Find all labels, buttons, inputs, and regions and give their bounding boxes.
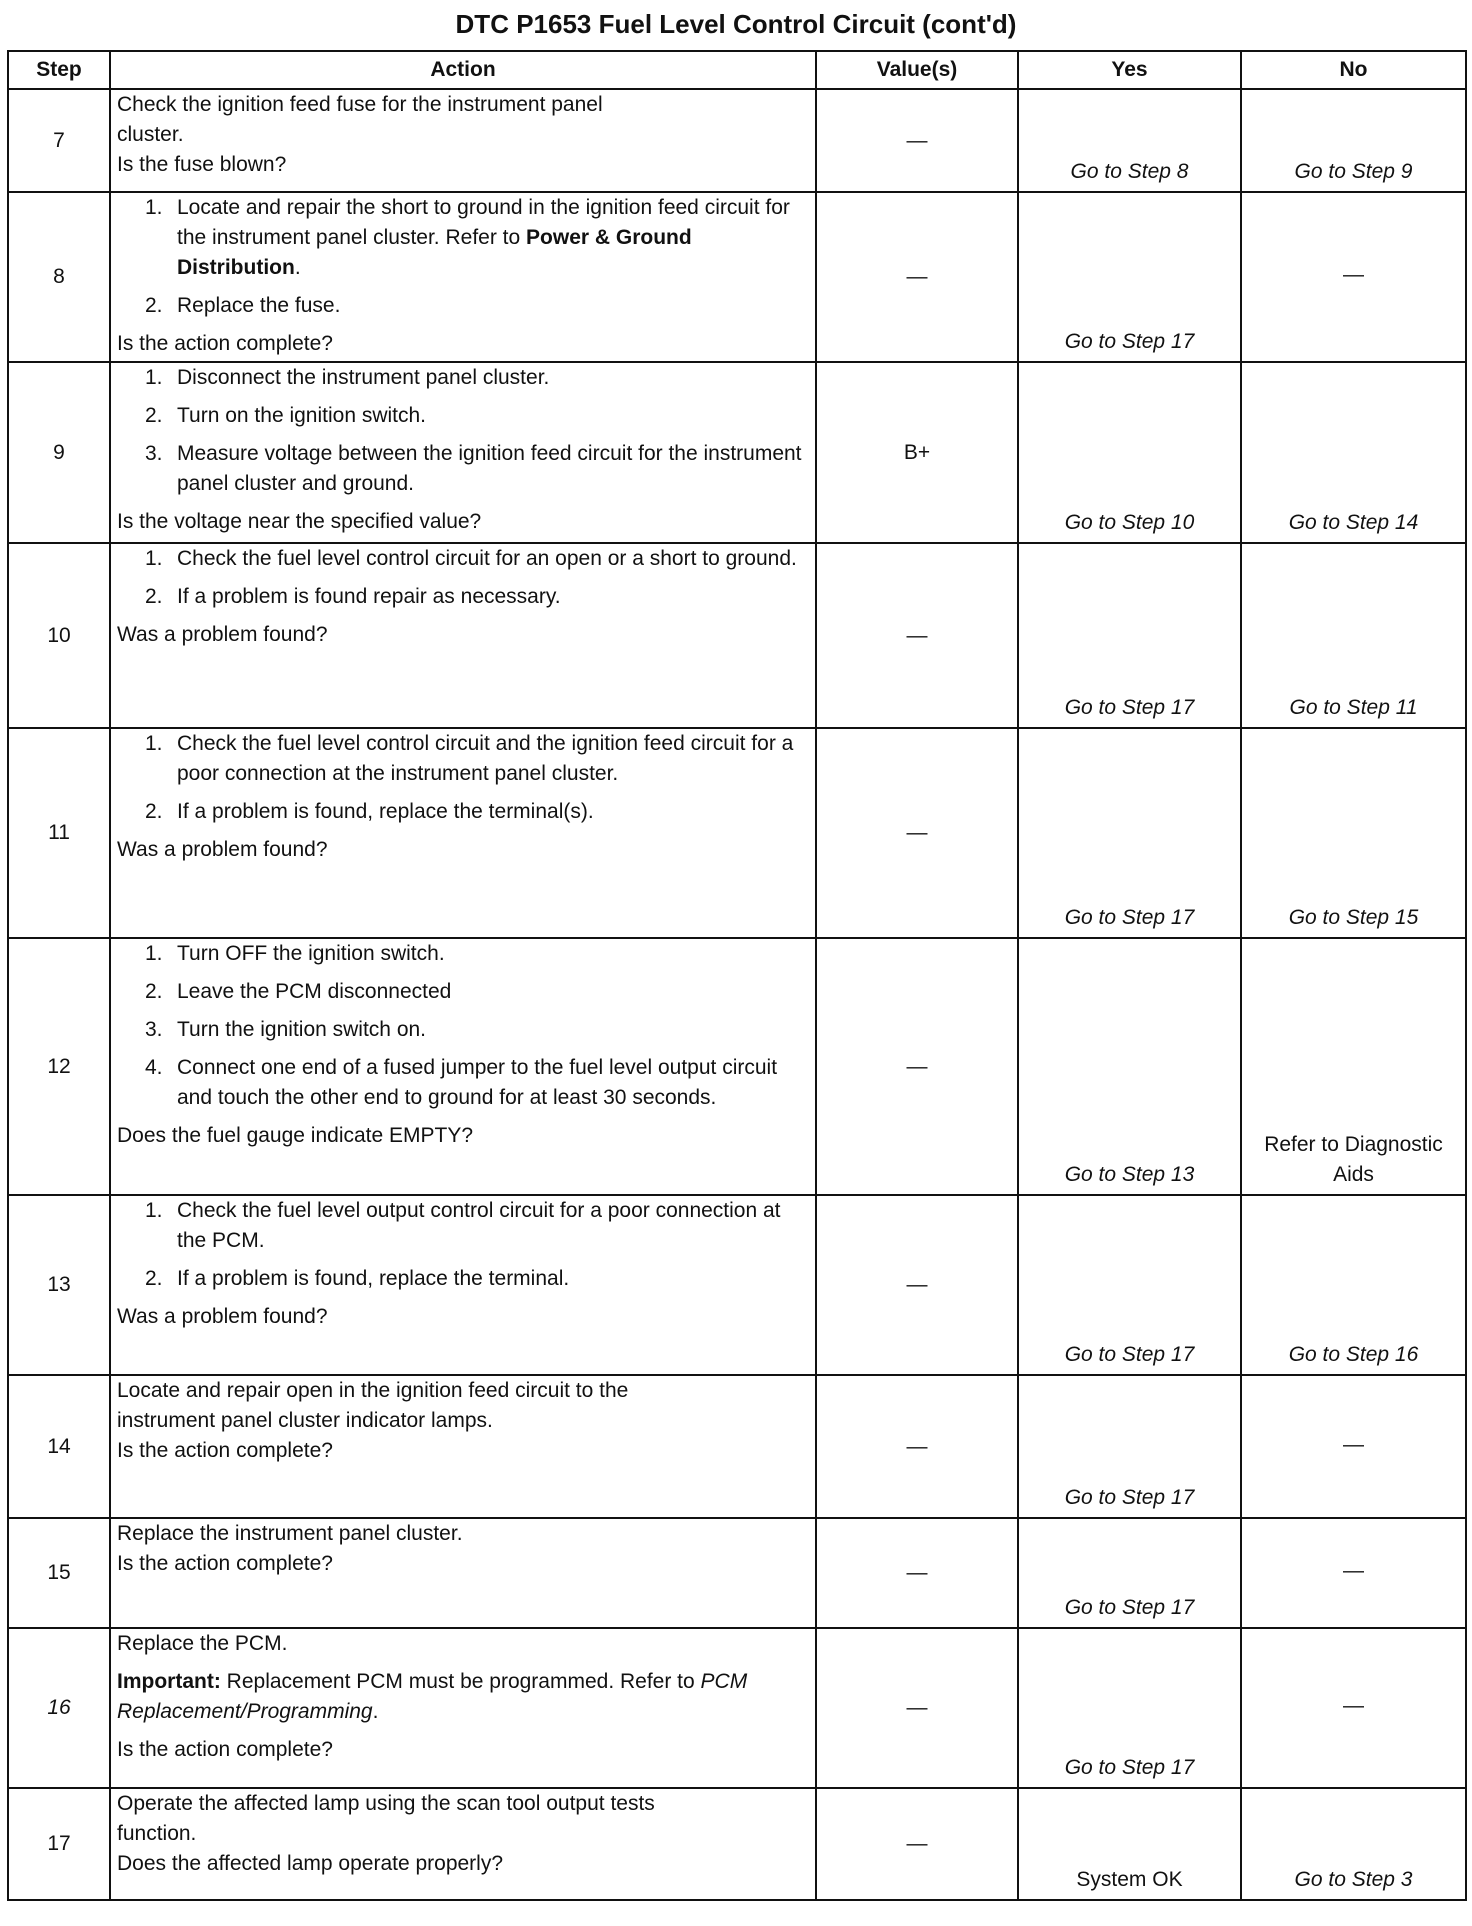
- action-text: Operate the affected lamp using the scan tool output tests: [117, 1792, 655, 1815]
- step-number: 9: [8, 362, 110, 543]
- step-number: 17: [8, 1788, 110, 1900]
- no-result: Go to Step 14: [1241, 362, 1466, 543]
- yes-result: System OK: [1018, 1788, 1241, 1900]
- list-item: 4. Connect one end of a fused jumper to the fuel level output circuit and touch the other end to ground for at least 30 seconds.: [145, 1056, 778, 1109]
- no-result: Refer to Diagnostic Aids: [1241, 938, 1466, 1195]
- step-question: Was a problem found?: [117, 1305, 328, 1328]
- list-item: 3. Turn the ignition switch on.: [145, 1018, 427, 1041]
- yes-result: Go to Step 17: [1018, 1628, 1241, 1788]
- list-item: 2. If a problem is found, replace the terminal(s).: [145, 800, 594, 823]
- value-cell: —: [816, 938, 1018, 1195]
- table-row: [8, 89, 1466, 192]
- action-list: [117, 729, 811, 835]
- action-text: Replace the instrument panel cluster.: [117, 1522, 463, 1545]
- table-row: [8, 728, 1466, 938]
- action-cell: [110, 89, 816, 192]
- action-cell: [110, 543, 816, 728]
- action-cell: [110, 938, 816, 1195]
- action-list: [117, 1196, 811, 1302]
- no-result: —: [1241, 192, 1466, 362]
- step-question: Is the action complete?: [117, 1552, 333, 1575]
- action-text: instrument panel cluster indicator lamps.: [117, 1409, 493, 1432]
- table-row: [8, 1375, 1466, 1518]
- step-number: 16: [8, 1628, 110, 1788]
- no-result: —: [1241, 1518, 1466, 1628]
- list-item: 1. Disconnect the instrument panel cluster.: [145, 366, 550, 389]
- yes-result: Go to Step 8: [1018, 89, 1241, 192]
- step-question: Was a problem found?: [117, 623, 328, 646]
- yes-result: Go to Step 17: [1018, 1518, 1241, 1628]
- important-note: Important: Replacement PCM must be programmed. Refer to PCM Replacement/Programming.: [117, 1670, 748, 1723]
- value-cell: —: [816, 1518, 1018, 1628]
- value-cell: —: [816, 543, 1018, 728]
- no-result: Go to Step 3: [1241, 1788, 1466, 1900]
- action-list: [117, 544, 811, 620]
- no-result: Go to Step 9: [1241, 89, 1466, 192]
- list-item: 2. If a problem is found repair as necessary.: [145, 585, 561, 608]
- table-header-row: [8, 51, 1466, 89]
- list-item: 1. Locate and repair the short to ground in the ignition feed circuit for the instrument panel cluster. Refer to Power & Ground Distribution.: [145, 196, 790, 279]
- list-item: 2. If a problem is found, replace the terminal.: [145, 1267, 570, 1290]
- step-number: 11: [8, 728, 110, 938]
- value-cell: —: [816, 1628, 1018, 1788]
- table-row: [8, 1518, 1466, 1628]
- action-text: function.: [117, 1822, 197, 1845]
- action-cell: [110, 1518, 816, 1628]
- action-cell: [110, 728, 816, 938]
- action-text: Check the ignition feed fuse for the instrument panel: [117, 93, 603, 116]
- action-list: [117, 363, 811, 507]
- header-yes: Yes: [1018, 51, 1241, 89]
- no-result: —: [1241, 1375, 1466, 1518]
- step-number: 13: [8, 1195, 110, 1375]
- table-row: [8, 1788, 1466, 1900]
- list-item: 1. Check the fuel level output control circuit for a poor connection at the PCM.: [145, 1199, 781, 1252]
- action-list: [117, 193, 811, 329]
- step-question: Is the fuse blown?: [117, 153, 287, 176]
- step-number: 15: [8, 1518, 110, 1628]
- diagnostic-table: [7, 50, 1467, 1901]
- step-question: Is the voltage near the specified value?: [117, 510, 482, 533]
- no-result: Go to Step 11: [1241, 543, 1466, 728]
- action-text: Locate and repair open in the ignition feed circuit to the: [117, 1379, 629, 1402]
- header-values: Value(s): [816, 51, 1018, 89]
- value-cell: —: [816, 728, 1018, 938]
- header-action: Action: [110, 51, 816, 89]
- step-question: Does the fuel gauge indicate EMPTY?: [117, 1124, 474, 1147]
- yes-result: Go to Step 17: [1018, 728, 1241, 938]
- cross-reference: Power & Ground Distribution: [177, 226, 692, 279]
- action-cell: [110, 1788, 816, 1900]
- value-cell: —: [816, 89, 1018, 192]
- page-title: DTC P1653 Fuel Level Control Circuit (cont'd): [455, 9, 1017, 39]
- list-item: 2. Replace the fuse.: [145, 294, 341, 317]
- list-item: 2. Leave the PCM disconnected: [145, 980, 452, 1003]
- header-step: Step: [8, 51, 110, 89]
- action-cell: [110, 1628, 816, 1788]
- yes-result: Go to Step 10: [1018, 362, 1241, 543]
- step-number: 14: [8, 1375, 110, 1518]
- list-item: 1. Check the fuel level control circuit and the ignition feed circuit for a poor connection at the instrument panel cluster.: [145, 732, 794, 785]
- yes-result: Go to Step 17: [1018, 1195, 1241, 1375]
- action-cell: [110, 362, 816, 543]
- step-number: 10: [8, 543, 110, 728]
- step-number: 8: [8, 192, 110, 362]
- action-text: Replace the PCM.: [117, 1632, 288, 1655]
- table-row: [8, 192, 1466, 362]
- action-cell: [110, 1195, 816, 1375]
- no-result: Go to Step 16: [1241, 1195, 1466, 1375]
- value-cell: —: [816, 1788, 1018, 1900]
- step-question: Was a problem found?: [117, 838, 328, 861]
- action-text: cluster.: [117, 123, 184, 146]
- step-question: Is the action complete?: [117, 332, 333, 355]
- table-row: [8, 1195, 1466, 1375]
- list-item: 1. Check the fuel level control circuit for an open or a short to ground.: [145, 547, 797, 570]
- step-question: Is the action complete?: [117, 1439, 333, 1462]
- step-number: 12: [8, 938, 110, 1195]
- step-question: Does the affected lamp operate properly?: [117, 1852, 504, 1875]
- action-cell: [110, 1375, 816, 1518]
- value-cell: —: [816, 1375, 1018, 1518]
- list-item: 3. Measure voltage between the ignition feed circuit for the instrument panel cluster and ground.: [145, 442, 802, 495]
- list-item: 1. Turn OFF the ignition switch.: [145, 942, 445, 965]
- no-result: Go to Step 15: [1241, 728, 1466, 938]
- step-question: Is the action complete?: [117, 1738, 333, 1761]
- yes-result: Go to Step 17: [1018, 543, 1241, 728]
- action-list: [117, 939, 811, 1121]
- yes-result: Go to Step 17: [1018, 192, 1241, 362]
- yes-result: Go to Step 13: [1018, 938, 1241, 1195]
- important-label: Important:: [117, 1670, 221, 1693]
- cross-reference: PCM Replacement/Programming: [117, 1670, 748, 1723]
- yes-result: Go to Step 17: [1018, 1375, 1241, 1518]
- step-number: 7: [8, 89, 110, 192]
- no-result: —: [1241, 1628, 1466, 1788]
- table-row: [8, 938, 1466, 1195]
- action-cell: [110, 192, 816, 362]
- table-row: [8, 543, 1466, 728]
- header-no: No: [1241, 51, 1466, 89]
- value-cell: —: [816, 192, 1018, 362]
- table-row: [8, 1628, 1466, 1788]
- list-item: 2. Turn on the ignition switch.: [145, 404, 427, 427]
- value-cell: B+: [816, 362, 1018, 543]
- value-cell: —: [816, 1195, 1018, 1375]
- table-row: [8, 362, 1466, 543]
